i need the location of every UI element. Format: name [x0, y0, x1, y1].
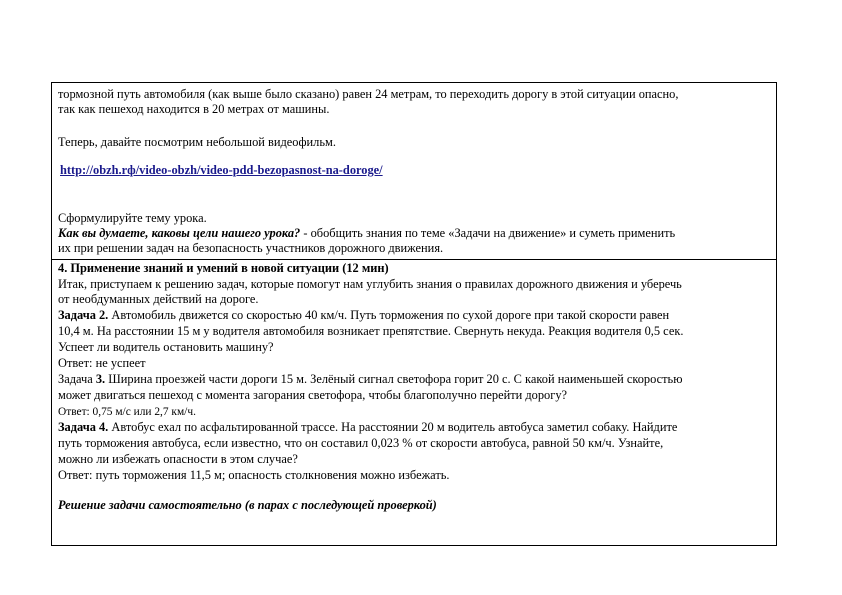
pair-work-note: Решение задачи самостоятельно (в парах с последующей проверкой) — [58, 498, 437, 512]
task-4 — [58, 420, 772, 435]
question-text: - обобщить знания по теме «Задачи на движение» и суметь применить — [300, 226, 676, 240]
task-label: Задача 4. — [58, 420, 109, 434]
video-link[interactable]: http://obzh.rф/video-obzh/video-pdd-bezopasnost-na-doroge/ — [60, 163, 383, 177]
task-label: Задача 2. — [58, 308, 109, 322]
question-bold: Как вы думаете, каковы цели нашего урока? — [58, 226, 301, 240]
task-label: Задача — [58, 372, 96, 386]
text-line: 10,4 м. На расстоянии 15 м у водителя автомобиля возникает препятствие. Свернуть некуда. Реакция водителя 0,5 сек. — [58, 324, 684, 338]
text-line: их при решении задач на безопасность участников дорожного движения. — [58, 241, 444, 255]
table-cell-intro — [52, 83, 776, 260]
task-label-number: 3. — [95, 372, 106, 386]
question-line — [58, 226, 772, 241]
task-answer: Ответ: 0,75 м/с или 2,7 км/ч. — [58, 406, 196, 418]
task-topic: Сформулируйте тему урока. — [58, 211, 207, 225]
task-2 — [58, 308, 772, 323]
text-line: может двигаться пешеход с момента загорания светофора, чтобы благополучно перейти дорогу? — [58, 388, 568, 402]
video-intro: Теперь, давайте посмотрим небольшой видеофильм. — [58, 135, 336, 149]
text-line: можно ли избежать опасности в этом случае? — [58, 452, 298, 466]
task-3 — [58, 372, 772, 387]
text-line: путь торможения автобуса, если известно, что он составил 0,023 % от скорости автобуса, равной 50 км/ч. Узнайте, — [58, 436, 664, 450]
table-cell-tasks — [52, 260, 776, 545]
text-line: Успеет ли водитель остановить машину? — [58, 340, 274, 354]
text-line: так как пешеход находится в 20 метрах от машины. — [58, 102, 330, 116]
task-answer: Ответ: путь торможения 11,5 м; опасность столкновения можно избежать. — [58, 468, 450, 482]
text-line: от необдуманных действий на дороге. — [58, 292, 259, 306]
text-line: Итак, приступаем к решению задач, которые помогут нам углубить знания о правилах дорожного движения и уберечь — [58, 277, 682, 291]
task-text: Автобус ехал по асфальтированной трассе. На расстоянии 20 м водитель автобуса заметил собаку. Найдите — [108, 420, 678, 434]
text-line: тормозной путь автомобиля (как выше было сказано) равен 24 метрам, то переходить дорогу в этой ситуации опасно, — [58, 87, 679, 101]
task-text: Ширина проезжей части дороги 15 м. Зелёный сигнал светофора горит 20 с. С какой наименьшей скоростью — [105, 372, 683, 386]
section-heading: 4. Применение знаний и умений в новой ситуации (12 мин) — [58, 261, 389, 275]
task-answer: Ответ: не успеет — [58, 356, 146, 370]
lesson-table — [51, 82, 777, 546]
task-text: Автомобиль движется со скоростью 40 км/ч. Путь торможения по сухой дороге при такой скорости равен — [108, 308, 670, 322]
